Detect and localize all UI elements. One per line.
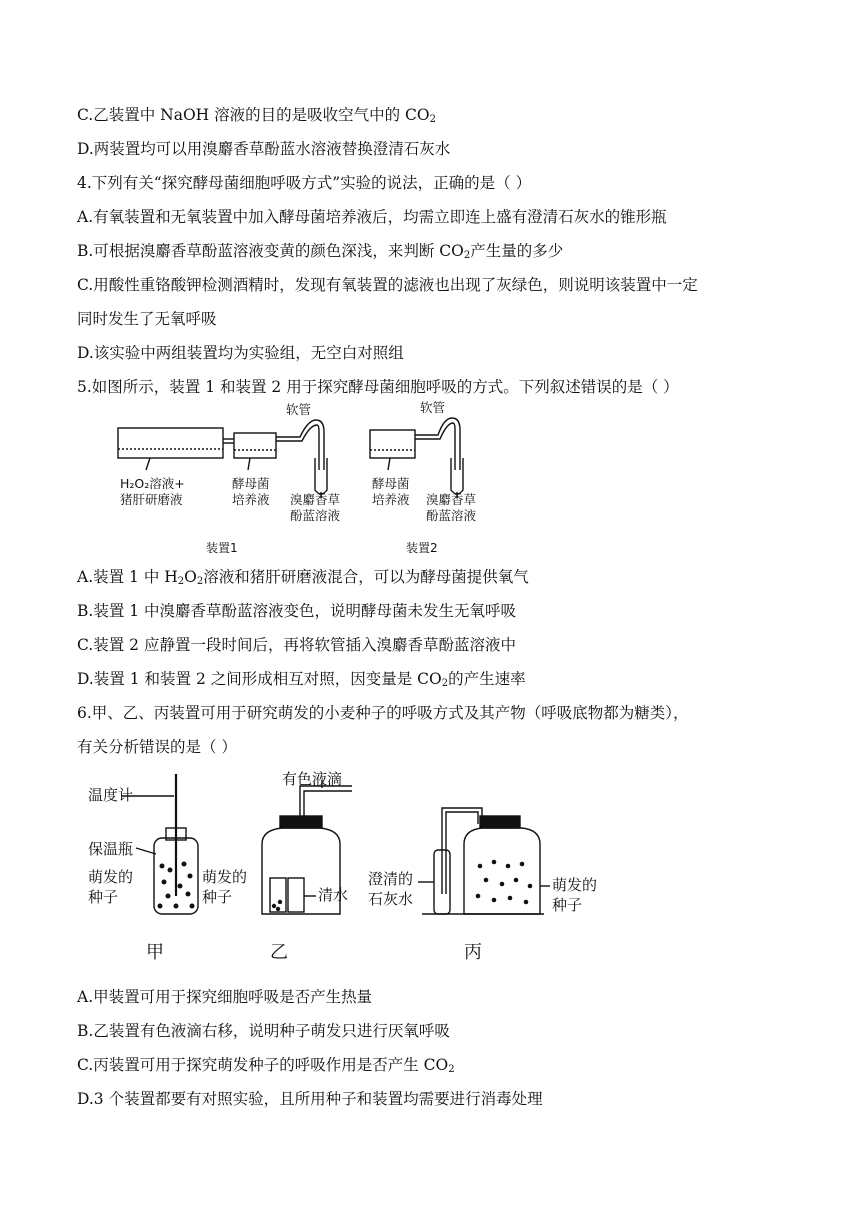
hose-label-2: 软管 xyxy=(420,400,446,415)
q5-figure xyxy=(110,400,510,558)
yeast1-label-1: 酵母菌 xyxy=(232,476,270,491)
seeds-bing-label-1: 萌发的 xyxy=(552,876,598,894)
btb2-label-2: 酚蓝溶液 xyxy=(426,508,477,523)
hose-label-1: 软管 xyxy=(286,402,312,417)
device-bing-label: 丙 xyxy=(464,942,482,963)
q4-option-c-line1: C.用酸性重铬酸钾检测酒精时，发现有氧装置的滤液也出现了灰绿色，则说明该装置中一定 xyxy=(77,276,698,294)
hose-2 xyxy=(415,418,460,470)
q6-option-c: C.丙装置可用于探究萌发种子的呼吸作用是否产生 $CO_2$ xyxy=(77,1056,455,1075)
q4-stem: 4.下列有关“探究酵母菌细胞呼吸方式”实验的说法，正确的是（ ） xyxy=(77,174,532,192)
yeast-container-2 xyxy=(370,430,415,458)
thermometer-label: 温度计 xyxy=(88,786,134,804)
limewater-label-2: 石灰水 xyxy=(368,890,414,908)
device-jia-label: 甲 xyxy=(146,942,164,963)
q5-option-a: A.装置 1 中 $H_2O_2$溶液和猪肝研磨液混合，可以为酵母菌提供氧气 xyxy=(77,568,529,587)
hose-1 xyxy=(276,420,324,470)
yeast1-label-2: 培养液 xyxy=(232,492,270,507)
thermos-label: 保温瓶 xyxy=(88,840,134,858)
q6-option-b: B.乙装置有色液滴右移，说明种子萌发只进行厌氧呼吸 xyxy=(77,1022,450,1040)
btb1-label-1: 溴麝香草 xyxy=(290,492,341,507)
q5-option-d: D.装置 1 和装置 2 之间形成相互对照，因变量是 $CO_2$的产生速率 xyxy=(77,670,526,689)
yeast-container-1 xyxy=(234,433,276,458)
q6-option-d: D.3 个装置都要有对照实验，且所用种子和装置均需要进行消毒处理 xyxy=(77,1090,543,1108)
q3-option-d: D.两装置均可以用溴麝香草酚蓝水溶液替换澄清石灰水 xyxy=(77,140,451,158)
seeds-yi-label-1: 萌发的 xyxy=(202,868,248,886)
bottle-bing xyxy=(464,828,540,914)
q3-option-c: C.乙装置中 NaOH 溶液的目的是吸收空气中的 $CO_2$ xyxy=(77,106,436,125)
water-label: 清水 xyxy=(318,886,349,904)
q4-option-b: B.可根据溴麝香草酚蓝溶液变黄的颜色深浅，来判断 $CO_2$产生量的多少 xyxy=(77,242,564,261)
q5-option-c: C.装置 2 应静置一段时间后，再将软管插入溴麝香草酚蓝溶液中 xyxy=(77,636,516,654)
yeast2-label-1: 酵母菌 xyxy=(372,476,410,491)
seeds-yi-label-2: 种子 xyxy=(202,888,233,906)
colored-drop-label: 有色液滴 xyxy=(282,770,343,788)
h2o2-container xyxy=(118,428,223,458)
device-yi-label: 乙 xyxy=(270,942,288,963)
q5-stem: 5.如图所示，装置 1 和装置 2 用于探究酵母菌细胞呼吸的方式。下列叙述错误的是（ ） xyxy=(77,378,679,396)
device1-label: 装置1 xyxy=(206,541,238,555)
q4-option-c-line2: 同时发生了无氧呼吸 xyxy=(77,310,217,328)
h2o2-label-2: 猪肝研磨液 xyxy=(120,492,183,507)
q4-option-d: D.该实验中两组装置均为实验组，无空白对照组 xyxy=(77,344,404,362)
q5-option-b: B.装置 1 中溴麝香草酚蓝溶液变色，说明酵母菌未发生无氧呼吸 xyxy=(77,602,517,620)
q6-stem-line2: 有关分析错误的是（ ） xyxy=(77,738,237,756)
btb1-label-2: 酚蓝溶液 xyxy=(290,508,341,523)
q6-option-a: A.甲装置可用于探究细胞呼吸是否产生热量 xyxy=(77,988,373,1006)
seeds-jia-label-2: 种子 xyxy=(88,888,119,906)
q4-option-a: A.有氧装置和无氧装置中加入酵母菌培养液后，均需立即连上盛有澄清石灰水的锥形瓶 xyxy=(77,208,667,226)
q6-figure xyxy=(84,766,604,972)
limewater-label-1: 澄清的 xyxy=(368,870,414,888)
seeds-bing-label-2: 种子 xyxy=(552,896,583,914)
test-tube-2 xyxy=(451,458,463,494)
device2-label: 装置2 xyxy=(406,541,438,555)
q6-stem-line1: 6.甲、乙、丙装置可用于研究萌发的小麦种子的呼吸方式及其产物（呼吸底物都为糖类）， xyxy=(77,704,689,722)
btb2-label-1: 溴麝香草 xyxy=(426,492,477,507)
h2o2-label-1: H₂O₂溶液+ xyxy=(120,476,185,491)
seeds-jia-label-1: 萌发的 xyxy=(88,868,134,886)
test-tube-1 xyxy=(315,458,327,494)
yeast2-label-2: 培养液 xyxy=(372,492,410,507)
